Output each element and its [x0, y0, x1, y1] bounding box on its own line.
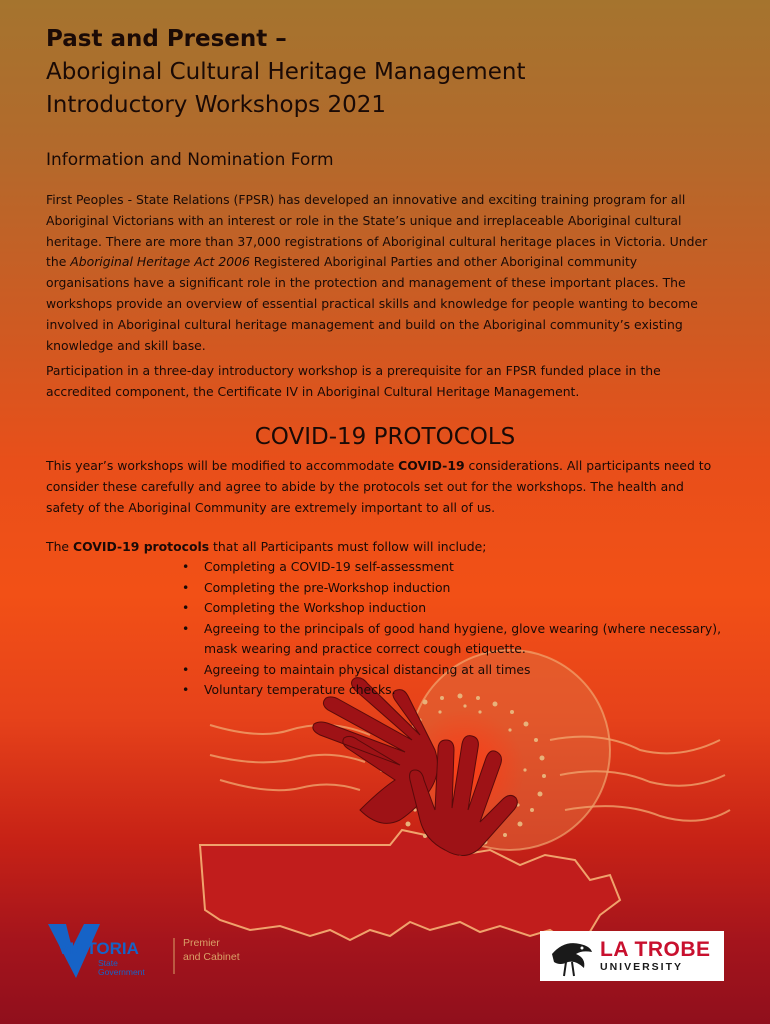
intro-p1-text-b: Registered Aboriginal Parties and other Aboriginal community organisations have a significant role in the protection and management of these important places. The workshops provide an overview of essential practical skills and knowledge for people wanting to become involved in Aboriginal cultural heritage management and build on the Aboriginal community’s existing knowledge and skill base.: [46, 254, 698, 353]
subtitle-line-1: Aboriginal Cultural Heritage Management: [46, 59, 526, 85]
covid-p2-text-b: that all Participants must follow will include;: [209, 539, 487, 554]
page-title: Past and Present –: [46, 26, 287, 52]
covid-p1-text-b: considerations. All participants need to consider these carefully and agree to abide by the protocols set out for the workshops. The health and safety of the Aboriginal Community are extremely important to all of us.: [46, 458, 712, 515]
bullet-icon: •: [182, 620, 190, 636]
form-title: Information and Nomination Form: [46, 150, 334, 170]
covid-p2-text-a: The: [46, 539, 73, 554]
protocol-text: Completing the pre-Workshop induction: [204, 579, 451, 595]
vic-dept-line1: Premier: [183, 937, 220, 949]
bullet-icon: •: [182, 579, 190, 595]
page-subtitle: [46, 56, 525, 122]
covid-p1-text-a: This year’s workshops will be modified to accommodate: [46, 458, 399, 473]
bullet-icon: •: [182, 682, 190, 697]
victoria-government-logo: [46, 920, 266, 982]
latrobe-logo: [540, 931, 724, 981]
covid-p2-bold: COVID-19 protocols: [72, 539, 210, 554]
protocol-text: Completing a COVID-19 self-assessment: [204, 559, 454, 574]
list-item: [182, 680, 742, 701]
latrobe-wordmark: [600, 939, 711, 973]
vic-dept-line2: and Cabinet: [183, 951, 240, 963]
protocol-text: Agreeing to maintain physical distancing at all times: [204, 661, 531, 677]
vic-logo-sub1: State: [98, 958, 118, 968]
protocol-text: Agreeing to the principals of good hand hygiene, glove wearing (where necessary), mask wearing and practice correct cough etiquette.: [204, 620, 722, 656]
protocols-list: [182, 557, 742, 701]
covid-p1-bold: COVID-19: [398, 458, 465, 473]
list-item: [182, 660, 742, 681]
vic-logo-name: VICTORIA: [58, 939, 139, 958]
intro-paragraph-2: Participation in a three-day introductory workshop is a prerequisite for an FPSR funded place in the accredited component, the Certificate IV in Aboriginal Cultural Heritage Management.: [46, 363, 661, 399]
bullet-icon: •: [182, 661, 190, 677]
intro-p1-text-a: First Peoples - State Relations (FPSR) has developed an innovative and exciting training program for all Aboriginal Victorians with an interest or role in the State’s unique and irreplaceable Aboriginal cultural heritage. There are more than 37,000 registrations of Aboriginal cultural heritage places in Victoria. Under the: [46, 192, 708, 270]
latrobe-line2: UNIVERSITY: [600, 961, 684, 974]
vic-logo-sub2: Government: [98, 967, 145, 977]
list-item: [182, 578, 742, 599]
bullet-icon: •: [182, 559, 190, 574]
protocol-text: Completing the Workshop induction: [204, 600, 427, 615]
covid-paragraph-2: [46, 537, 716, 558]
latrobe-line1: LA TROBE: [600, 938, 711, 962]
list-item: [182, 619, 742, 660]
intro-paragraph-1: [46, 190, 716, 356]
protocol-text: Voluntary temperature checks.: [204, 682, 396, 697]
latrobe-bird-icon: [546, 932, 596, 980]
covid-heading: COVID-19 PROTOCOLS: [254, 424, 516, 450]
bullet-icon: •: [182, 600, 190, 615]
list-item: [182, 557, 742, 578]
heritage-act-name: Aboriginal Heritage Act 2006: [70, 254, 250, 270]
subtitle-line-2: Introductory Workshops 2021: [46, 92, 386, 118]
covid-paragraph-1: [46, 456, 716, 518]
list-item: [182, 598, 742, 619]
